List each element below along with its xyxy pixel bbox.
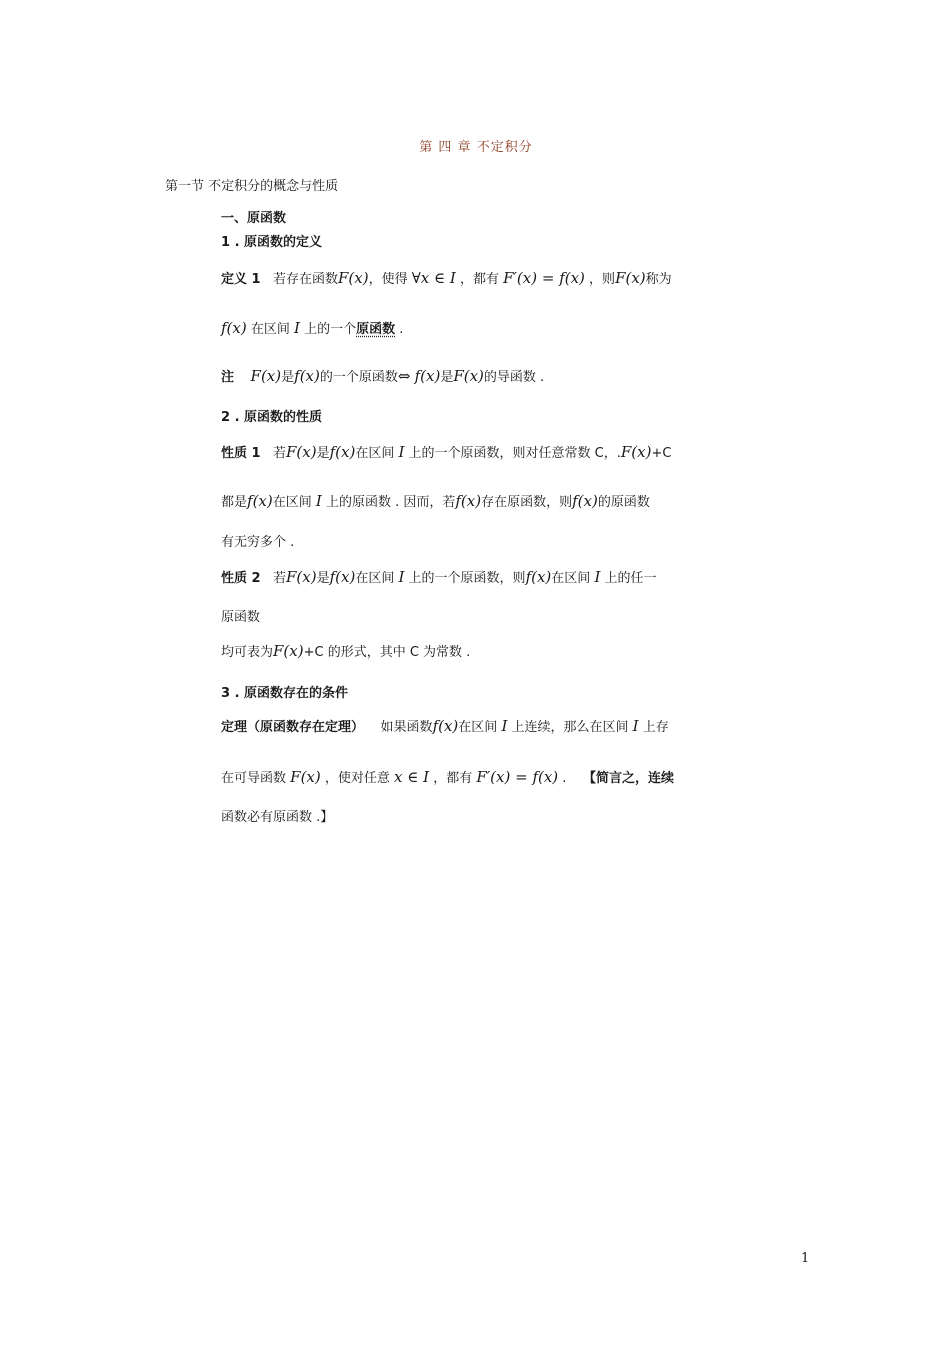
math-iff: ⇔ [397,367,411,385]
math-I: I [501,717,508,735]
theorem-line-1: 定理（原函数存在定理） 如果函数f(x)在区间 I 上连续，那么在区间 I 上存 [221,717,669,735]
math-I: I [294,319,300,337]
section-title: 第一节 不定积分的概念与性质 [165,179,339,194]
definition-1-line-2: f(x) 在区间 I 上的一个原函数 . [221,319,404,337]
property-1-line-3: 有无穷多个 . [221,535,295,550]
property-1-label: 性质 1 [221,446,261,461]
math-fx: f(x) [572,492,598,510]
math-Fx: F(x) [250,367,282,385]
math-Fx: F(x) [615,269,646,287]
math-equation: F′(x) = f(x) [476,768,559,786]
math-equation: F′(x) = f(x) [503,269,585,287]
note-label: 注 [221,370,235,385]
page-number: 1 [801,1251,810,1266]
property-1-line-1: 性质 1 若F(x)是f(x)在区间 I 上的一个原函数，则对任意常数 C，.F(x)+C [221,443,672,461]
math-Fx: F(x) [620,443,652,461]
math-I: I [632,717,639,735]
math-fx: f(x) [294,367,320,385]
math-fx: f(x) [247,492,273,510]
definition-1-label: 定义 1 [221,272,261,287]
math-fx: f(x) [525,568,552,586]
theorem-summary-start: 【简言之，连续 [582,771,674,786]
math-Fx: F(x) [286,443,317,461]
property-2-label: 性质 2 [221,571,261,586]
definition-1-line-1: 定义 1 若存在函数F(x)，使得 ∀x ∈ I ，都有 F′(x) = f(x) ，则F(x)称为 [221,269,672,287]
property-2-line-3: 均可表为F(x)+C 的形式，其中 C 为常数 . [221,642,471,660]
math-I: I [315,492,322,510]
math-Fx: F(x) [453,367,484,385]
property-1-line-2: 都是f(x)在区间 I 上的原函数 . 因而，若f(x)存在原函数，则f(x)的原函数 [221,492,650,510]
subheading-properties: 2 . 原函数的性质 [221,410,323,425]
math-x-in-I: x ∈ I [394,768,430,786]
math-fx: f(x) [432,717,459,735]
math-Fx: F(x) [290,768,321,786]
math-I: I [398,443,405,461]
subheading-existence-conditions: 3 . 原函数存在的条件 [221,686,349,701]
math-fx: f(x) [329,568,356,586]
theorem-line-3: 函数必有原函数 .】 [221,810,334,825]
note-line: 注 F(x)是f(x)的一个原函数⇔ f(x)是F(x)的导函数 . [221,367,545,385]
math-fx: f(x) [455,492,482,510]
subheading-definition: 1 . 原函数的定义 [221,235,323,250]
math-Fx: F(x) [286,568,317,586]
part-heading-primitive-function: 一、原函数 [221,211,287,226]
math-I: I [594,568,601,586]
chapter-title: 第 四 章 不定积分 [419,140,533,155]
math-fx: f(x) [414,367,441,385]
term-primitive-function: 原函数 [356,322,396,337]
math-Fx: F(x) [338,269,369,287]
math-Fx: F(x) [273,642,304,660]
theorem-line-2: 在可导函数 F(x) ，使对任意 x ∈ I ，都有 F′(x) = f(x) . 【简言之，连续 [221,768,674,786]
theorem-label: 定理（原函数存在定理） [221,720,365,735]
math-I: I [398,568,405,586]
property-2-line-2: 原函数 [221,610,261,625]
math-fx: f(x) [221,319,247,337]
math-fx: f(x) [329,443,356,461]
property-2-line-1: 性质 2 若F(x)是f(x)在区间 I 上的一个原函数，则f(x)在区间 I 上的任一 [221,568,657,586]
math-forall: ∀x ∈ I [411,269,456,287]
